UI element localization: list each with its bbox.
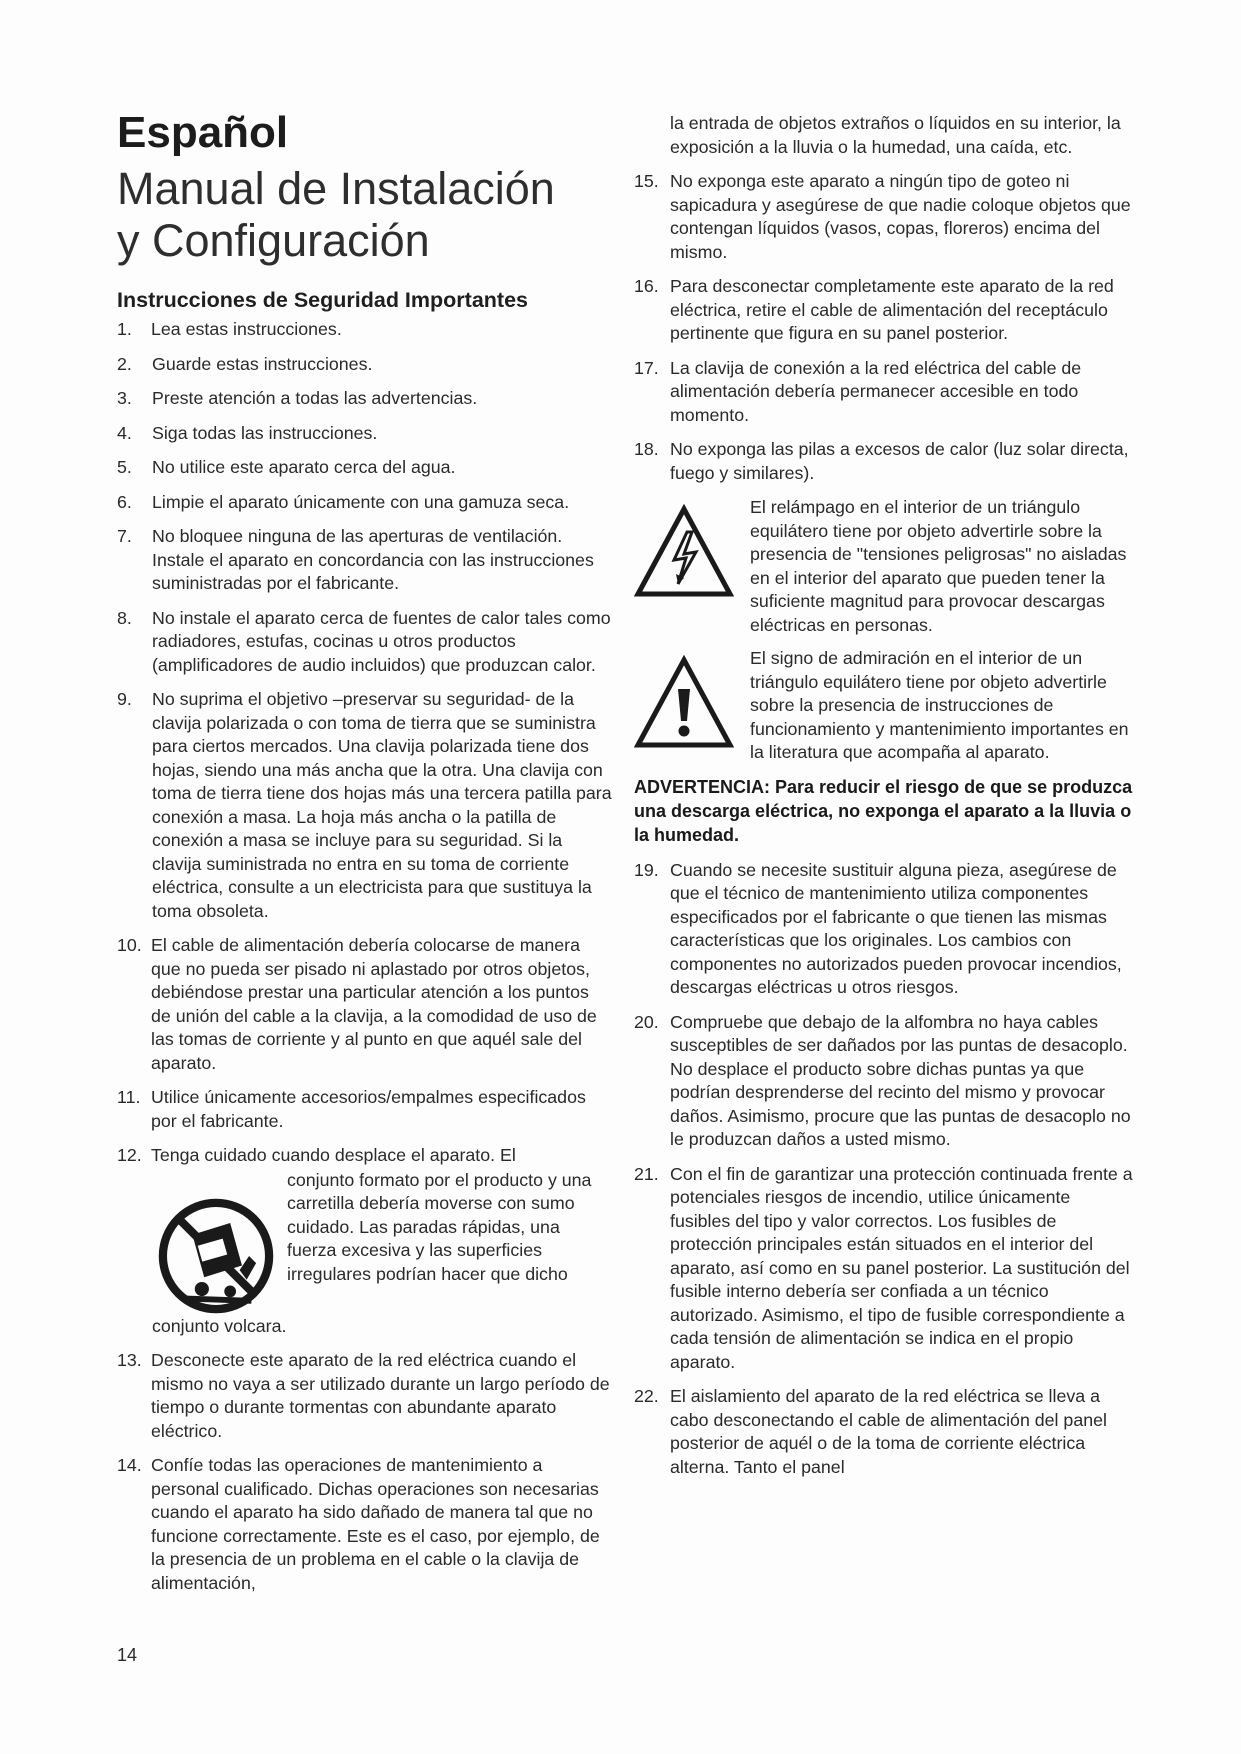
item-number: 11. — [117, 1087, 141, 1107]
item-number: 2. — [117, 353, 132, 374]
item-number: 22. — [634, 1386, 659, 1406]
lightning-triangle-icon — [634, 504, 734, 600]
cart-warning — [117, 1169, 612, 1315]
item-number: 4. — [117, 422, 132, 443]
item-number: 12. — [117, 1145, 142, 1165]
item-text: No exponga las pilas a excesos de calor (luz solar directa, fuego y similares). — [670, 439, 1129, 483]
list-item — [634, 1163, 1134, 1375]
list-item — [117, 491, 612, 515]
item-number: 18. — [634, 439, 659, 459]
item-number: 20. — [634, 1011, 659, 1032]
item-text: Desconecte este aparato de la red eléctrica cuando el mismo no vaya a ser utilizado durante un largo período de tiempo o durante tormentas con abundante aparato eléctrico. — [151, 1350, 610, 1441]
item-text: Cuando se necesite sustituir alguna pieza, asegúrese de que el técnico de mantenimiento utiliza componentes especificados por el fabricante o que tienen las mismas características que los originales. Los cambios con componentes no autorizados pueden provocar incendios, descargas eléctricas u otros riesgos. — [670, 859, 1122, 997]
item-text: Compruebe que debajo de la alfombra no haya cables susceptibles de ser dañados por las puntas de desacoplo. No desplace el producto sobre dichas puntas ya que podrían desprenderse del recinto del mismo y provocar daños. Asimismo, procure que las puntas de desacoplo no le produzcan daños a usted mismo. — [670, 1011, 1131, 1149]
item-number: 14. — [117, 1455, 142, 1475]
item-text: La clavija de conexión a la red eléctrica del cable de alimentación debería permanecer accesible en todo momento. — [670, 357, 1082, 425]
item-text: Tenga cuidado cuando desplace el aparato. El — [151, 1145, 516, 1165]
list-item — [634, 438, 1134, 485]
list-item — [117, 456, 612, 480]
list-item — [117, 934, 612, 1075]
right-column — [634, 112, 1134, 1490]
page-title — [117, 163, 555, 267]
item-number: 21. — [634, 1163, 659, 1184]
title-line-1: Manual de Instalación — [117, 163, 555, 214]
item-text: No utilice este aparato cerca del agua. — [152, 457, 456, 477]
exclamation-triangle-icon — [634, 655, 734, 751]
item-number: 15. — [634, 171, 659, 191]
title-line-2: y Configuración — [117, 215, 430, 266]
item-text: Lea estas instrucciones. — [151, 319, 342, 339]
list-item — [117, 318, 612, 342]
list-item — [117, 688, 612, 923]
item-text: Confíe todas las operaciones de mantenimiento a personal cualificado. Dichas operaciones son necesarias cuando el aparato ha sido dañado de manera tal que no funcione correctamente. Este es el caso, por ejemplo, de la presencia de un problema en el cable o la clavija de alimentación, — [151, 1455, 600, 1593]
item-14-continuation: la entrada de objetos extraños o líquidos en su interior, la exposición a la lluvia o la humedad, una caída, etc. — [670, 113, 1121, 157]
item-number: 13. — [117, 1350, 142, 1370]
list-item — [117, 525, 612, 596]
item-text: Preste atención a todas las advertencias. — [152, 388, 478, 408]
lightning-warning — [634, 496, 1134, 637]
left-column — [117, 318, 612, 1606]
item-number: 16. — [634, 276, 659, 296]
list-item — [117, 1454, 612, 1595]
list-item — [634, 170, 1134, 264]
item-text: No instale el aparato cerca de fuentes de calor tales como radiadores, estufas, cocinas u otros productos (amplificadores de audio incluidos) que produzcan calor. — [152, 607, 611, 675]
item-text: El cable de alimentación debería colocarse de manera que no pueda ser pisado ni aplastado por otros objetos, debiéndose prestar una particular atención a los puntos de unión del cable a la clavija, a la comodidad de uso de las tomas de corriente y al punto en que aquél sale del aparato. — [151, 935, 597, 1073]
lightning-text: El relámpago en el interior de un triángulo equilátero tiene por objeto advertirle sobre la presencia de "tensiones peligrosas" no aisladas en el interior del aparato que pueden tener la suficiente magnitud para provocar descargas eléctricas en personas. — [750, 497, 1127, 635]
item-text: Guarde estas instrucciones. — [152, 353, 373, 374]
item-number: 9. — [117, 689, 132, 709]
exclamation-text: El signo de admiración en el interior de un triángulo equilátero tiene por objeto advertirle sobre la presencia de instrucciones de funcionamiento y mantenimiento importantes en la literatura que acompaña al aparato. — [750, 648, 1129, 762]
list-item — [634, 275, 1134, 346]
item-text: Utilice únicamente accesorios/empalmes especificados por el fabricante. — [151, 1087, 586, 1131]
electric-shock-warning: ADVERTENCIA: Para reducir el riesgo de que se produzca una descarga eléctrica, no exponga el aparato a la lluvia o la humedad. — [634, 776, 1133, 845]
item-number: 6. — [117, 491, 132, 512]
item-text: El aislamiento del aparato de la red eléctrica se lleva a cabo desconectando el cable de alimentación del panel posterior de aquél o de la toma de corriente eléctrica alterna. Tanto el panel — [670, 1386, 1107, 1477]
list-item — [634, 357, 1134, 428]
item-text: No suprima el objetivo –preservar su seguridad- de la clavija polarizada o con toma de tierra que se suministra para ciertos mercados. Una clavija polarizada tiene dos hojas, siendo una más ancha que la otra. Una clavija con toma de tierra tiene dos hojas más una tercera patilla para conexión a masa. La hoja más ancha o la patilla de conexión a masa se incluye para su seguridad. Si la clavija suministrada no entra en su toma de corriente eléctrica, consulte a un electricista para que sustituya la toma obsoleta. — [152, 689, 612, 921]
list-item — [634, 859, 1134, 1000]
item-text: No exponga este aparato a ningún tipo de goteo ni sapicadura y asegúrese de que nadie coloque objetos que contengan líquidos (vasos, copas, floreros) encima del mismo. — [670, 171, 1131, 262]
item-number: 1. — [117, 319, 132, 339]
item-text: Limpie el aparato únicamente con una gamuza seca. — [152, 491, 570, 512]
section-title: Instrucciones de Seguridad Importantes — [117, 288, 528, 312]
item-number: 5. — [117, 457, 132, 477]
list-item — [117, 422, 612, 446]
item-text: Para desconectar completamente este aparato de la red eléctrica, retire el cable de alimentación del receptáculo pertinente que figura en su panel posterior. — [670, 276, 1114, 343]
cart-text: conjunto formato por el producto y una carretilla debería moverse con sumo cuidado. Las paradas rápidas, una fuerza excesiva y las superficies irregulares podrían hacer que dicho — [287, 1169, 592, 1284]
item-number: 3. — [117, 388, 132, 408]
item-text: No bloquee ninguna de las aperturas de ventilación. Instale el aparato en concordancia con las instrucciones suministradas por el fabricante. — [152, 526, 594, 593]
item-text: Siga todas las instrucciones. — [152, 422, 378, 443]
list-item — [117, 1349, 612, 1443]
list-item-cart — [117, 1144, 612, 1338]
item-number: 8. — [117, 607, 132, 628]
list-item — [117, 353, 612, 377]
item-number: 7. — [117, 526, 132, 546]
exclamation-warning — [634, 647, 1134, 765]
cart-tipover-icon — [157, 1197, 275, 1315]
list-item — [117, 607, 612, 678]
item-number: 10. — [117, 935, 142, 955]
item-text: Con el fin de garantizar una protección continuada frente a potenciales riesgos de incendio, utilice únicamente fusibles del tipo y valor correctos. Los fusibles de protección principales están situados en el interior del aparato, así como en su panel posterior. La sustitución del fusible interno debería ser confiada a un técnico autorizado. Asimismo, el tipo de fusible correspondiente a cada tensión de alimentación se indica en el propio aparato. — [670, 1163, 1133, 1372]
list-item — [634, 1385, 1134, 1479]
list-item — [117, 387, 612, 411]
list-item — [117, 1086, 612, 1133]
language-heading: Español — [117, 108, 289, 157]
list-item — [634, 1011, 1134, 1152]
cart-text-continued: conjunto volcara. — [152, 1315, 287, 1336]
item-number: 17. — [634, 357, 659, 378]
page-number: 14 — [117, 1645, 138, 1665]
item-number: 19. — [634, 859, 659, 880]
